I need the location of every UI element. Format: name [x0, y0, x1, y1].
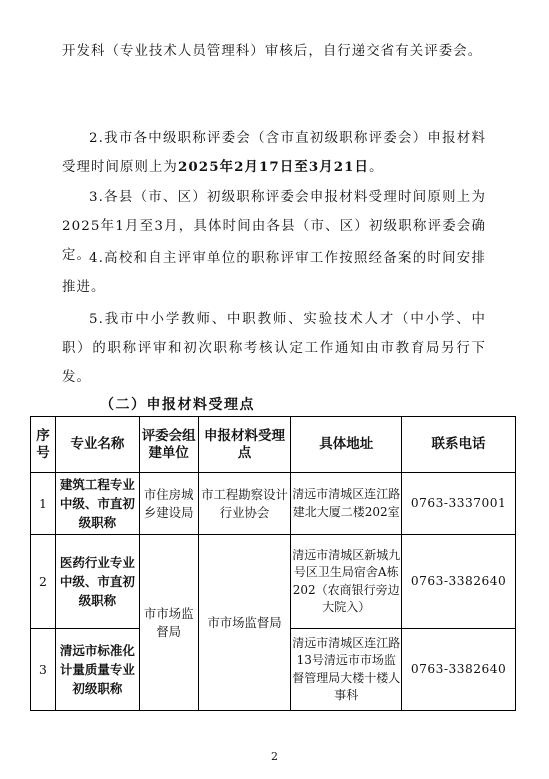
table-row: [31, 535, 516, 629]
section-heading: （二）申报材料受理点: [100, 397, 255, 413]
paragraph-p2-date: 2025年2月17日至3月21日: [177, 159, 370, 175]
row-major: 医药行业专业中级、市直初级职称: [55, 535, 139, 629]
paragraph-p0: 开发科（专业技术人员管理科）审核后，自行递交省有关评委会。: [62, 44, 483, 59]
row-phone: 0763-3382640: [402, 629, 516, 711]
row-major: 建筑工程专业中级、市直初级职称: [55, 473, 139, 535]
row-major: 清远市标准化计量质量专业初级职称: [55, 629, 139, 711]
table-row: [31, 473, 516, 535]
header-phone: 联系电话: [402, 417, 516, 473]
paragraph-p3: 3.各县（市、区）初级职称评委会申报材料受理时间原则上为2025年1月至3月，具体时间由各县（市、区）初级职称评委会确定。: [62, 190, 486, 263]
paragraph-p2-text: 2.我市各中级职称评委会（含市直初级职称评委会）申报材料受理时间原则上为: [62, 131, 486, 175]
row-address: 清远市清城区连江路13号清远市市场监督管理局大楼十楼人事科: [291, 629, 402, 711]
row-seq: 2: [31, 535, 56, 629]
table-header-row: [31, 417, 516, 473]
paragraph-p5: 5.我市中小学教师、中职教师、实验技术人才（中小学、中职）的职称评审和初次职称考核认定工作通知由市教育局另行下发。: [62, 312, 486, 385]
header-accept: 申报材料受理点: [198, 417, 291, 473]
row-accept: 市市场监督局: [198, 535, 291, 711]
header-address: 具体地址: [291, 417, 402, 473]
row-committee: 市住房城乡建设局: [139, 473, 198, 535]
row-address: 清远市清城区新城九号区卫生局宿舍A栋202（农商银行旁边大院入）: [291, 535, 402, 629]
paragraph-p2: [62, 124, 486, 182]
paragraph-p4: 4.高校和自主评审单位的职称评审工作按照经备案的时间安排推进。: [62, 251, 486, 295]
acceptance-table: [30, 416, 516, 711]
header-seq: 序号: [31, 417, 56, 473]
row-accept: 市工程勘察设计行业协会: [198, 473, 291, 535]
header-major: 专业名称: [55, 417, 139, 473]
row-seq: 3: [31, 629, 56, 711]
header-committee: 评委会组建单位: [139, 417, 198, 473]
row-phone: 0763-3382640: [402, 535, 516, 629]
row-address: 清远市清城区连江路建北大厦二楼202室: [291, 473, 402, 535]
paragraph-p2-end: 。: [369, 160, 384, 175]
row-committee: 市市场监督局: [139, 535, 198, 711]
row-seq: 1: [31, 473, 56, 535]
page-number: 2: [271, 750, 278, 763]
row-phone: 0763-3337001: [402, 473, 516, 535]
